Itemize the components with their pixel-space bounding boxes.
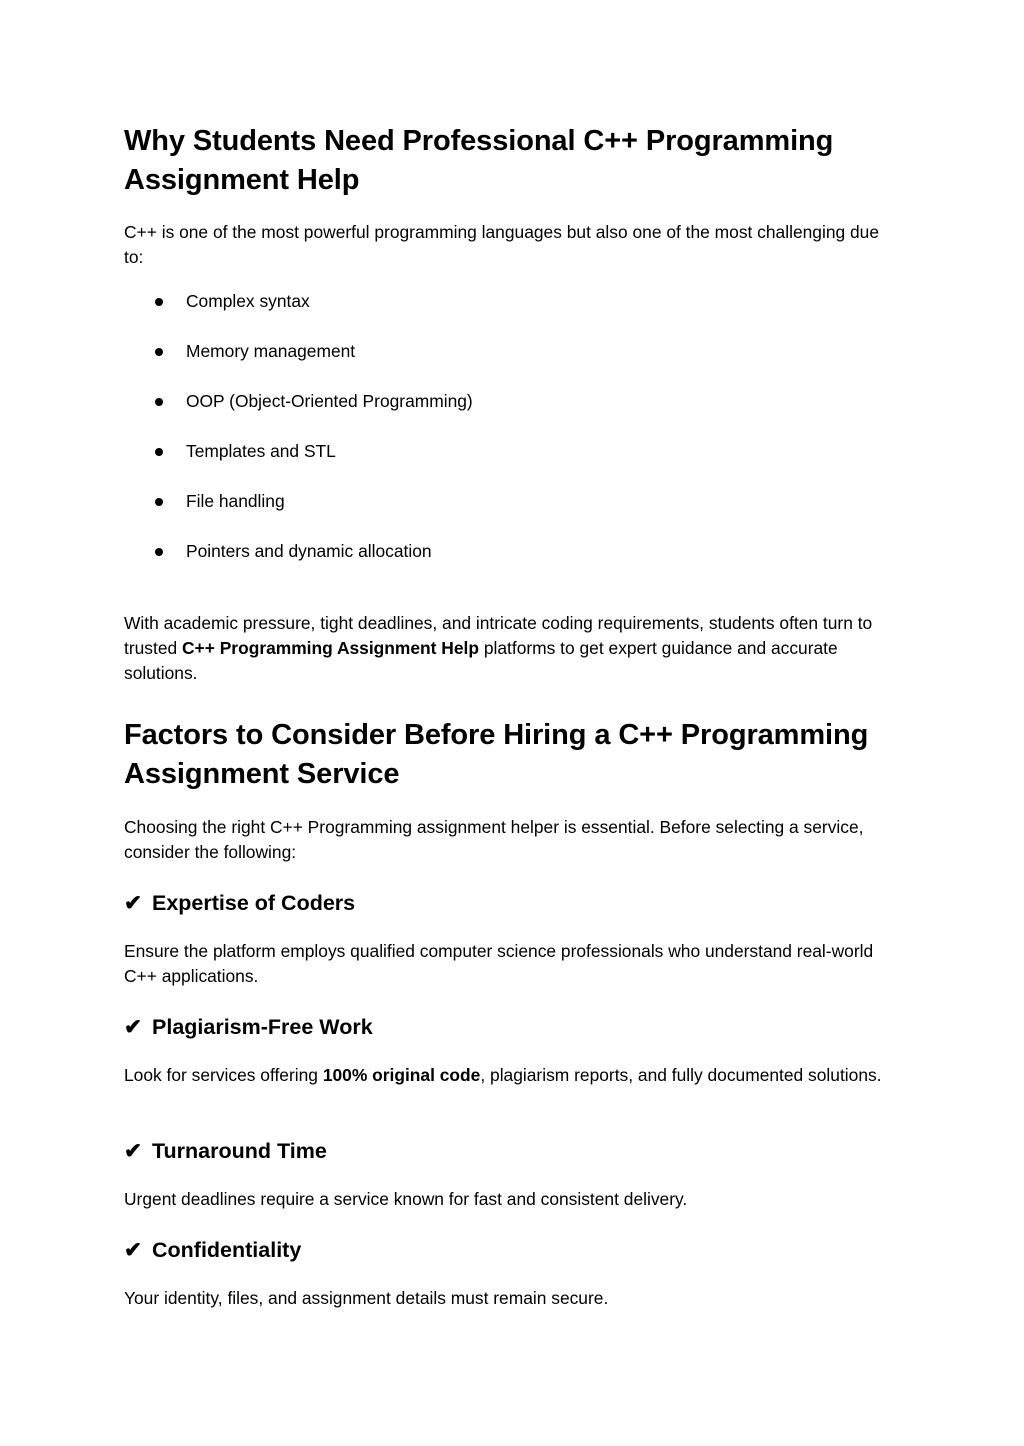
factor-text: Your identity, files, and assignment details must remain secure. — [124, 1288, 609, 1308]
bullet-icon — [155, 448, 163, 456]
list-item-text: Memory management — [186, 341, 356, 361]
checkmark-icon: ✔ — [124, 891, 143, 915]
closing-text: platforms to get expert guidance and accurate solutions. — [124, 638, 838, 683]
factor-heading-plagiarism — [124, 1013, 894, 1041]
bullet-icon — [155, 398, 163, 406]
factor-description — [124, 1286, 894, 1311]
factor-text: Look for services offering — [124, 1065, 323, 1085]
factor-bold-text: 100% original code — [322, 1065, 481, 1085]
closing-bold-text: C++ Programming Assignment Help — [182, 638, 479, 658]
heading-line: Why Students Need Professional C++ Programming — [124, 125, 834, 157]
list-item-text: File handling — [186, 491, 285, 511]
factor-description — [124, 939, 894, 989]
factor-title: Turnaround Time — [152, 1139, 327, 1163]
factor-description — [124, 1187, 894, 1212]
heading-line: Assignment Help — [124, 164, 360, 196]
list-item — [124, 389, 824, 439]
bullet-icon — [155, 298, 163, 306]
factor-title: Expertise of Coders — [152, 891, 356, 915]
factor-heading-turnaround — [124, 1137, 894, 1165]
list-item — [124, 439, 824, 489]
factor-text: , plagiarism reports, and fully documented solutions. — [480, 1065, 882, 1085]
closing-paragraph — [124, 611, 894, 686]
factor-heading-confidentiality — [124, 1236, 894, 1264]
checkmark-icon: ✔ — [124, 1015, 143, 1039]
factor-heading-expertise — [124, 889, 894, 917]
list-item-text: Pointers and dynamic allocation — [186, 541, 432, 561]
list-item-text: Templates and STL — [186, 441, 336, 461]
factor-text: Urgent deadlines require a service known for fast and consistent delivery. — [124, 1189, 688, 1209]
bullet-icon — [155, 348, 163, 356]
heading-line: Assignment Service — [124, 758, 400, 790]
list-item-text: OOP (Object-Oriented Programming) — [186, 391, 473, 411]
factor-text: Ensure the platform employs qualified computer science professionals who understand real-world C++ applications. — [124, 941, 874, 986]
factor-title: Plagiarism-Free Work — [152, 1015, 373, 1039]
checkmark-icon: ✔ — [124, 1139, 143, 1163]
challenges-list — [124, 289, 824, 589]
list-item — [124, 539, 824, 589]
intro-paragraph: C++ is one of the most powerful programming languages but also one of the most challenging due to: — [124, 222, 880, 267]
closing-text: With academic pressure, tight deadlines, and intricate coding requirements, students often turn to trusted — [124, 613, 873, 658]
factor-description — [124, 1063, 894, 1088]
list-item-text: Complex syntax — [186, 291, 310, 311]
heading-line: Factors to Consider Before Hiring a C++ Programming — [124, 719, 869, 751]
bullet-icon — [155, 548, 163, 556]
section-heading-factors — [124, 716, 904, 794]
checkmark-icon: ✔ — [124, 1238, 143, 1262]
factor-title: Confidentiality — [152, 1238, 302, 1262]
list-item — [124, 339, 824, 389]
bullet-icon — [155, 498, 163, 506]
list-item — [124, 289, 824, 339]
section-heading-why-students — [124, 122, 904, 200]
list-item — [124, 489, 824, 539]
factors-intro-paragraph: Choosing the right C++ Programming assignment helper is essential. Before selecting a service, consider the following: — [124, 817, 864, 862]
